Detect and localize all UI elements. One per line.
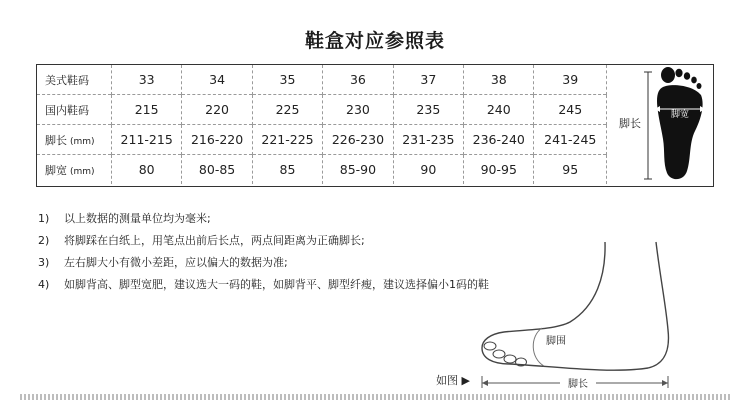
size-chart	[36, 64, 714, 187]
table-cell: 225	[252, 95, 322, 125]
table-cell: 38	[464, 65, 534, 95]
table-cell: 33	[111, 65, 181, 95]
size-table	[37, 65, 607, 184]
list-item: 2) 将脚踩在白纸上，用笔点出前后长点，两点间距离为正确脚长;	[38, 234, 365, 247]
table-cell: 240	[464, 95, 534, 125]
list-item: 3) 左右脚大小有微小差距，应以偏大的数据为准;	[38, 256, 288, 269]
bottom-divider	[20, 394, 730, 400]
table-cell: 216-220	[182, 125, 252, 155]
row-header: 美式鞋码	[45, 73, 89, 87]
foot-length-side-label: 脚长	[619, 117, 641, 130]
table-row-foot-width	[37, 155, 607, 185]
table-cell: 241-245	[534, 125, 607, 155]
table-cell: 226-230	[323, 125, 393, 155]
table-row-foot-length	[37, 125, 607, 155]
table-cell: 245	[534, 95, 607, 125]
table-cell: 221-225	[252, 125, 322, 155]
table-cell: 231-235	[393, 125, 463, 155]
table-cell: 80	[111, 155, 181, 185]
table-row-us-size	[37, 65, 607, 95]
table-cell: 90-95	[464, 155, 534, 185]
table-cell: 90	[393, 155, 463, 185]
table-cell: 37	[393, 65, 463, 95]
table-cell: 36	[323, 65, 393, 95]
table-cell: 95	[534, 155, 607, 185]
foot-width-label: 脚宽	[670, 110, 690, 120]
triangle-right-icon: ▶	[458, 374, 470, 387]
as-shown-label: 如图 ▶	[436, 374, 470, 387]
table-cell: 80-85	[182, 155, 252, 185]
table-cell: 39	[534, 65, 607, 95]
table-cell: 220	[182, 95, 252, 125]
table-cell: 235	[393, 95, 463, 125]
circumference-label: 脚围	[546, 336, 566, 347]
table-cell: 85-90	[323, 155, 393, 185]
table-cell: 215	[111, 95, 181, 125]
table-row-cn-size	[37, 95, 607, 125]
list-item: 1) 以上数据的测量单位均为毫米;	[38, 212, 211, 225]
table-cell: 230	[323, 95, 393, 125]
row-header: 脚长 (mm)	[37, 125, 111, 155]
footprint-icon	[641, 65, 713, 186]
table-cell: 236-240	[464, 125, 534, 155]
page-title: 鞋盒对应参照表	[304, 30, 445, 52]
row-header: 国内鞋码	[37, 95, 111, 125]
list-item: 4) 如脚背高、脚型宽肥，建议选大一码的鞋，如脚背平、脚型纤瘦，建议选择偏小1码的鞋	[38, 278, 489, 291]
table-cell: 35	[252, 65, 322, 95]
foot-length-label: 脚长	[568, 379, 588, 390]
table-cell: 34	[182, 65, 252, 95]
table-cell: 211-215	[111, 125, 181, 155]
table-cell: 85	[252, 155, 322, 185]
row-header: 脚宽 (mm)	[37, 155, 111, 185]
